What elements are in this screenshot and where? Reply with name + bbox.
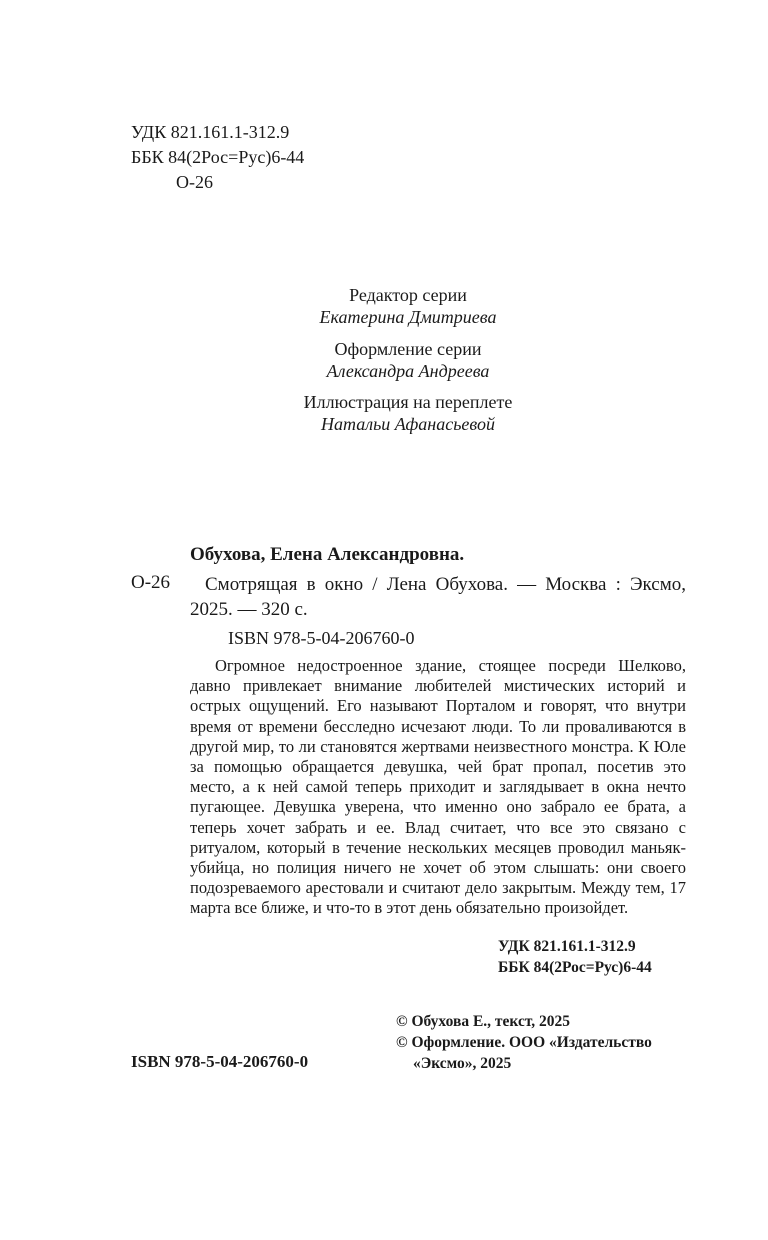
credit-role: Оформление серии [334,339,482,359]
credit-cover-illustration [250,391,566,435]
credit-role: Иллюстрация на переплете [303,392,513,412]
classification-codes-bottom [498,936,652,978]
record-isbn: ISBN 978-5-04-206760-0 [228,628,415,648]
copyright-text: © Обухова Е., текст, 2025 [396,1013,571,1030]
author-mark: О-26 [176,172,213,192]
record-title: Смотрящая в окно / Лена Обухова. — Москва : Эксмо, 2025. — 320 с. [190,574,686,620]
udk-code-bottom: УДК 821.161.1-312.9 [498,938,636,955]
classification-codes [131,120,304,195]
record-shelf-mark: О-26 [131,572,171,593]
isbn-bottom: ISBN 978-5-04-206760-0 [131,1052,309,1071]
credit-name: Екатерина Дмитриева [319,307,497,327]
credit-series-editor [250,284,566,328]
credit-name: Александра Андреева [326,361,490,381]
bbk-code: ББК 84(2Рос=Рус)6-44 [131,147,305,167]
credit-name: Натальи Афанасьевой [321,414,495,434]
bbk-code-bottom: ББК 84(2Рос=Рус)6-44 [498,959,652,976]
copyright-design: © Оформление. ООО «Издательство [396,1034,652,1051]
copyright-block [396,1011,686,1074]
copyright-design-cont: «Эксмо», 2025 [413,1055,512,1072]
credit-series-design [250,338,566,382]
credit-role: Редактор серии [349,285,467,305]
udk-code: УДК 821.161.1-312.9 [131,122,290,142]
annotation-text: Огромное недостроенное здание, стоящее посреди Шелково, давно привлекает внимание любителей мистических историй и острых ощущений. Его называют Порталом и говорят, что внутри время от времени бесследно исчезают люди. То ли проваливаются в другой мир, то ли становятся жертвами неизвестного монстра. К Юле за помощью обращается девушка, чей брат пропал, посетив это место, а к ней самой теперь приходит и заглядывает в окна нечто пугающее. Девушка уверена, что именно оно забрало ее брата, а теперь хочет забрать и ее. Влад считает, что все это связано с ритуалом, который в течение нескольких месяцев проводил маньяк-убийца, но полиция ничего не хочет об этом слышать: они своего подозреваемого арестовали и считают дело закрытым. Между тем, 17 марта все ближе, и что-то в этот день обязательно произойдет. [190,656,686,918]
record-author: Обухова, Елена Александровна. [190,544,465,565]
